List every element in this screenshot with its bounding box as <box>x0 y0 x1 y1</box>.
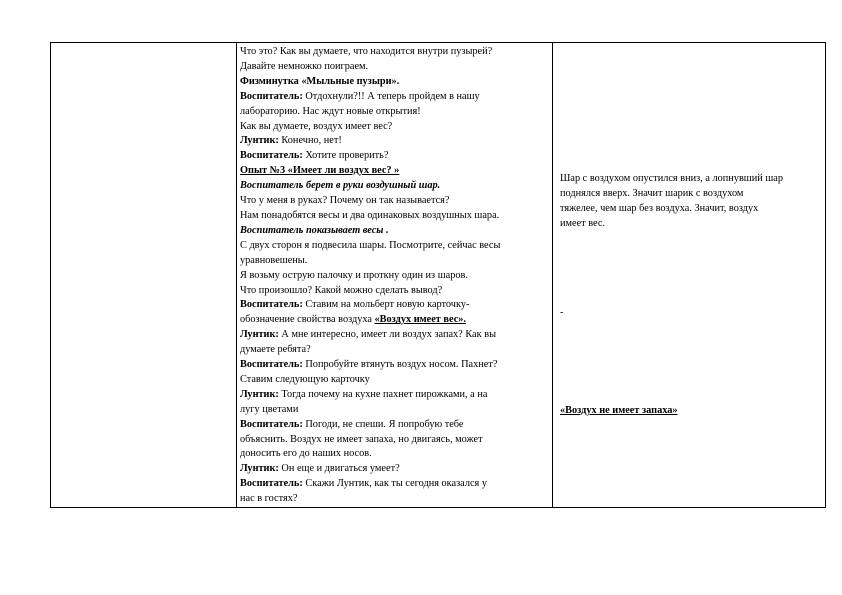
text-line: Воспитатель показывает весы . <box>240 224 389 236</box>
stage-cell <box>51 43 237 508</box>
text-line: Воспитатель: Ставим на мольберт новую карточку- <box>240 299 470 311</box>
text-line: Воспитатель: Скажи Лунтик, как ты сегодня оказался у <box>240 478 487 490</box>
text-line: Что это? Как вы думаете, что находится внутри пузырей? <box>240 46 493 57</box>
text-line: Лунтик: Он еще и двигаться умеет? <box>240 463 400 475</box>
lesson-table <box>50 42 826 508</box>
text-line: Воспитатель: Хотите проверить? <box>240 150 389 162</box>
text-line: доносить его до наших носов. <box>240 448 372 460</box>
text-line: думаете ребята? <box>240 344 311 356</box>
text-line: Лунтик: Конечно, нет! <box>240 135 342 147</box>
activity-text <box>237 43 552 507</box>
text-line: нас в гостях? <box>240 493 298 505</box>
text-line: Воспитатель: Попробуйте втянуть воздух носом. Пахнет? <box>240 359 498 371</box>
text-line: лабораторию. Нас ждут новые открытия! <box>240 105 421 117</box>
text-line: Воспитатель: Погоди, не спеши. Я попробую тебе <box>240 418 464 430</box>
text-line: Физминутка «Мыльные пузыри». <box>240 75 400 87</box>
table-row <box>51 43 826 508</box>
text-line: объяснить. Воздух не имеет запаха, но двигаясь, может <box>240 433 483 445</box>
experiment-heading: Опыт №3 «Имеет ли воздух вес? » <box>240 165 400 177</box>
text-line: Воспитатель берет в руки воздушный шар. <box>240 180 441 192</box>
text-line: Что произошло? Какой можно сделать вывод? <box>240 284 443 296</box>
text-line: Давайте немножко поиграем. <box>240 60 369 72</box>
text-line: Воспитатель: Отдохнули?!! А теперь пройдем в нашу <box>240 90 480 102</box>
notes-cell <box>553 43 826 508</box>
card-link: «Воздух имеет вес». <box>374 314 466 326</box>
notes-column <box>553 43 825 505</box>
text-line: обозначение свойства воздуха «Воздух имеет вес». <box>240 314 466 326</box>
text-line: Я возьму острую палочку и проткну один из шаров. <box>240 269 468 281</box>
conclusion-note: Шар с воздухом опустился вниз, а лопнувший шар поднялся вверх. Значит шарик с воздухом тяжелее, чем шар без воздуха. Значит, воздух имеет вес. <box>560 173 783 229</box>
smell-card-label: «Воздух не имеет запаха» <box>560 405 678 416</box>
text-line: лугу цветами <box>240 403 299 415</box>
text-line: Что у меня в руках? Почему он так называется? <box>240 195 450 207</box>
text-line: Нам понадобятся весы и два одинаковых воздушных шара. <box>240 209 500 221</box>
text-line: Лунтик: Тогда почему на кухне пахнет пирожками, а на <box>240 388 488 400</box>
text-line: С двух сторон я подвесила шары. Посмотрите, сейчас весы <box>240 239 501 251</box>
text-line: Ставим следующую карточку <box>240 373 370 385</box>
text-line: Как вы думаете, воздух имеет вес? <box>240 120 393 132</box>
activity-cell <box>237 43 553 508</box>
text-line: уравновешены. <box>240 254 308 266</box>
text-line: Лунтик: А мне интересно, имеет ли воздух запах? Как вы <box>240 329 496 341</box>
dash-mark: - <box>560 307 564 318</box>
